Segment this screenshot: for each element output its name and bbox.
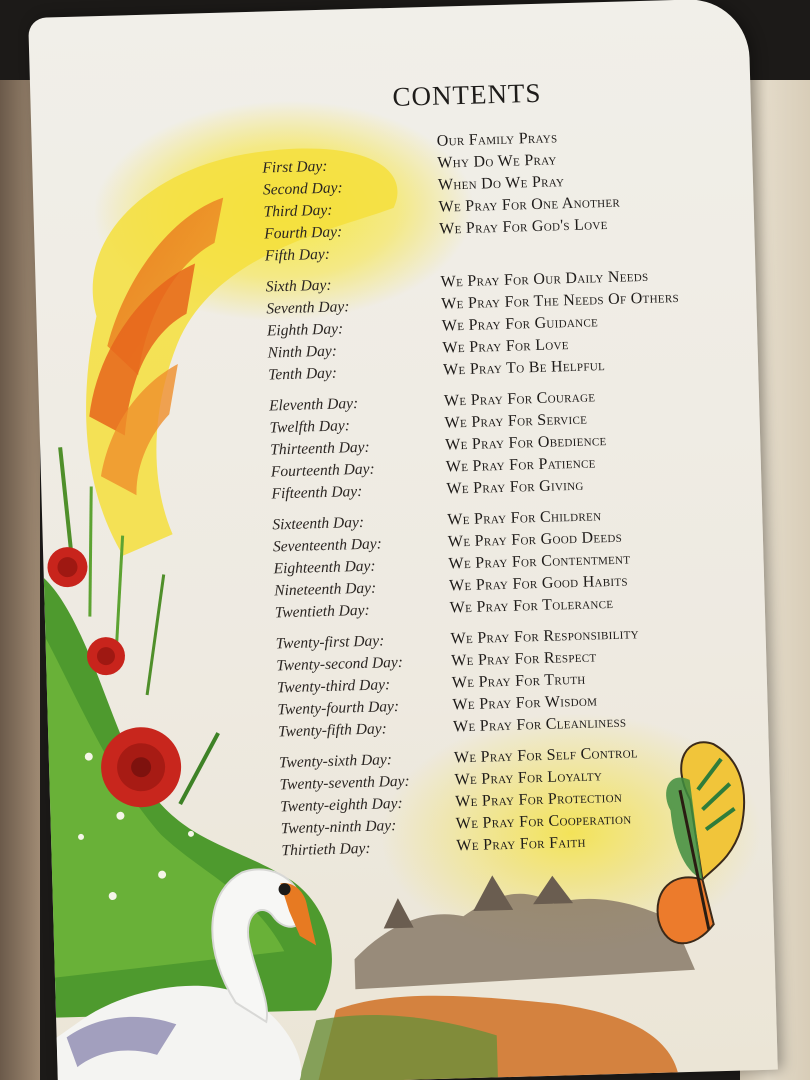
day-label: Eighteenth Day: [273, 557, 376, 578]
page-title: CONTENTS [392, 77, 542, 112]
day-label: Twenty-fifth Day: [277, 720, 387, 741]
day-label: Seventh Day: [266, 298, 350, 318]
day-label: Twentieth Day: [274, 601, 370, 622]
entry-title: We Pray For Giving [446, 476, 584, 498]
day-label: Sixth Day: [265, 276, 332, 296]
entry-title: We Pray For Service [444, 410, 588, 432]
day-label: Eighth Day: [266, 320, 344, 340]
day-label: Eleventh Day: [268, 394, 359, 415]
entry-title: We Pray For Truth [451, 670, 586, 692]
day-label: Twenty-sixth Day: [278, 751, 393, 772]
entry-title: We Pray For Cooperation [455, 810, 632, 833]
entry-title: We Pray For Contentment [448, 550, 631, 573]
entry-title: We Pray For Wisdom [452, 692, 598, 714]
day-label: Thirtieth Day: [281, 839, 371, 860]
day-label: Nineteenth Day: [273, 579, 377, 600]
day-label: Twenty-third Day: [276, 676, 391, 697]
day-label: Twenty-fourth Day: [277, 697, 400, 719]
day-label: Twenty-ninth Day: [280, 817, 397, 838]
day-label: Fifth Day: [264, 245, 331, 265]
day-label: Ninth Day: [267, 342, 338, 362]
day-label: Twelfth Day: [269, 417, 351, 437]
entry-title: We Pray For Responsibility [450, 625, 640, 648]
entry-title: We Pray For Our Daily Needs [440, 267, 649, 291]
entry-title: We Pray For Good Habits [448, 572, 629, 595]
entry-title: We Pray For Self Control [453, 744, 639, 767]
day-label: Twenty-eighth Day: [280, 794, 403, 816]
entry-title: We Pray For Children [447, 507, 602, 529]
entry-title: We Pray For Obedience [444, 432, 607, 454]
entry-title: We Pray For The Needs Of Others [441, 288, 680, 313]
entry-title: We Pray For Faith [456, 833, 587, 855]
entry-title: We Pray For Courage [443, 388, 596, 410]
entry-title: We Pray To Be Helpful [442, 357, 606, 379]
day-label: Tenth Day: [267, 364, 338, 384]
entry-title: Our Family Prays [436, 129, 558, 150]
entry-title: We Pray For Respect [451, 648, 597, 670]
entry-title: We Pray For Good Deeds [447, 528, 623, 551]
day-label: Seventeenth Day: [272, 535, 383, 556]
entry-title: We Pray For Love [442, 336, 570, 357]
entry-title: We Pray For Cleanliness [452, 713, 627, 736]
day-label: Fifteenth Day: [271, 482, 363, 503]
book-page [28, 0, 778, 1080]
day-label: Third Day: [263, 201, 333, 221]
entry-title: We Pray For Guidance [441, 313, 599, 335]
day-label: Twenty-first Day: [275, 632, 385, 653]
entry-title: Why Do We Pray [437, 151, 557, 172]
day-label: Twenty-second Day: [276, 653, 404, 675]
table-of-contents [262, 122, 752, 862]
entry-title: We Pray For Protection [454, 788, 623, 811]
day-label: Twenty-seventh Day: [279, 772, 410, 794]
entry-title: We Pray For One Another [438, 193, 621, 216]
day-label: Fourteenth Day: [270, 460, 375, 481]
entry-title: We Pray For Loyalty [454, 767, 603, 789]
entry-title: We Pray For God's Love [438, 215, 608, 238]
day-label: Sixteenth Day: [272, 513, 365, 534]
entry-title: We Pray For Tolerance [449, 594, 614, 617]
day-label: First Day: [262, 157, 328, 177]
entry-title: When Do We Pray [437, 173, 565, 194]
day-label: Thirteenth Day: [270, 438, 370, 459]
entry-title: We Pray For Patience [445, 454, 596, 476]
day-label: Second Day: [262, 179, 343, 199]
day-label: Fourth Day: [264, 223, 343, 243]
